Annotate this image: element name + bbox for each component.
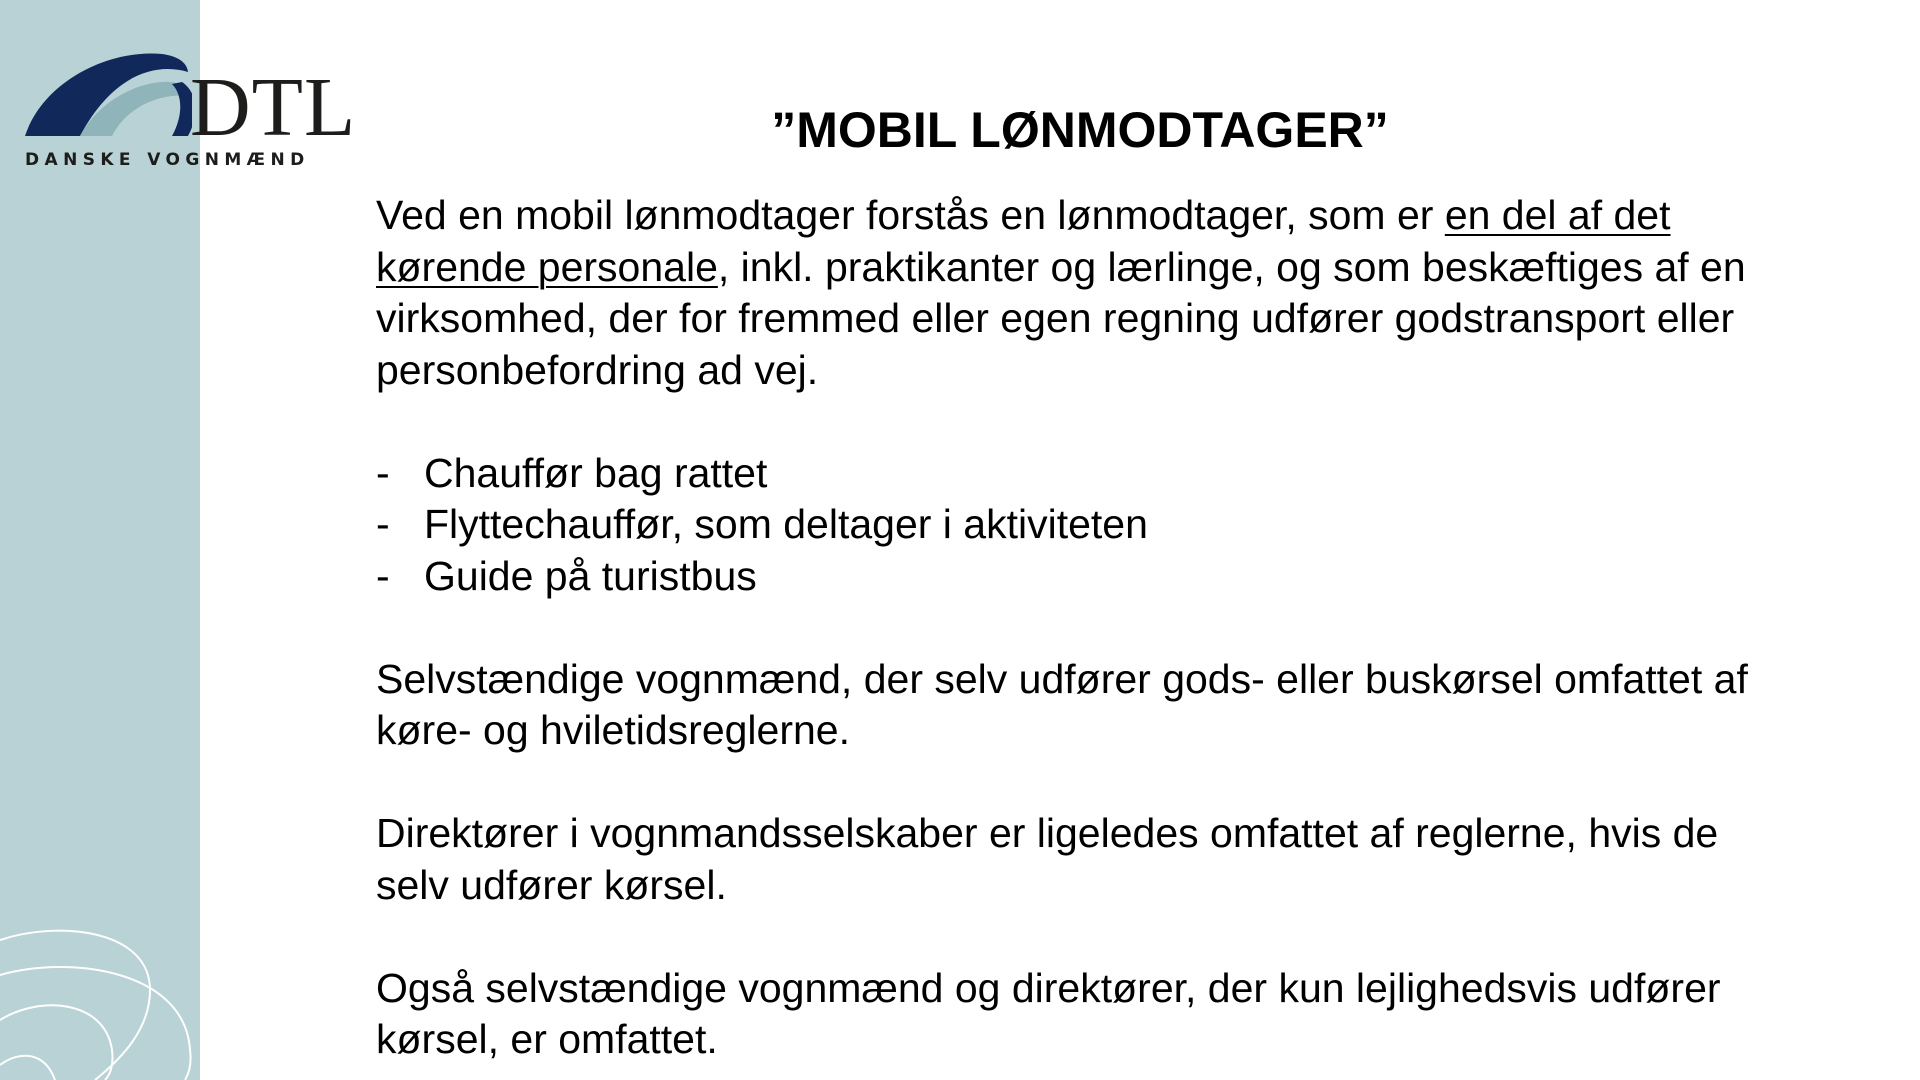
paragraph-selvstaendige: Selvstændige vognmænd, der selv udfører gods- eller buskørsel omfattet af køre- og hviletidsreglerne. [376,655,1748,753]
logo-arc-icon [22,44,192,144]
list-item [376,448,1776,500]
spacer [376,911,1776,963]
spacer [376,396,1776,448]
decorative-curves-graphic [0,880,200,1080]
paragraph-direktoerer: Direktører i vognmandsselskaber er ligeledes omfattet af reglerne, hvis de selv udfører kørsel. [376,810,1719,908]
bullet-dash: - [376,552,390,599]
slide-title: ”MOBIL LØNMODTAGER” [771,102,1389,158]
bullet-list [376,448,1776,603]
intro-underlined-text: en del af det kørende personale [376,192,1671,290]
intro-paragraph [376,190,1776,396]
spacer [376,757,1776,809]
list-item [376,551,1776,603]
intro-text-part1: Ved en mobil lønmodtager forstås en lønmodtager, som er [376,192,1445,238]
dtl-logo [22,44,372,174]
logo-letters: DTL [190,61,357,154]
bullet-dash: - [376,501,390,547]
paragraph-lejlighedsvis: Også selvstændige vognmænd og direktører, der kun lejlighedsvis udfører kørsel, er omfattet. [376,964,1721,1062]
list-item-text: Guide på turistbus [424,552,757,599]
slide-body [376,190,1776,1066]
spacer [376,602,1776,654]
bullet-dash: - [376,449,390,496]
list-item-text: Chauffør bag rattet [424,449,768,496]
list-item [376,499,1776,551]
logo-tagline: DANSKE VOGNMÆND [25,150,310,170]
list-item-text: Flyttechauffør, som deltager i aktiviteten [424,501,1148,547]
intro-text-part2: , inkl. praktikanter og lærlinge, og som beskæftiges af en virksomhed, der for fremmed eller egen regning udfører godstransport eller personbefordring ad vej. [376,243,1746,393]
